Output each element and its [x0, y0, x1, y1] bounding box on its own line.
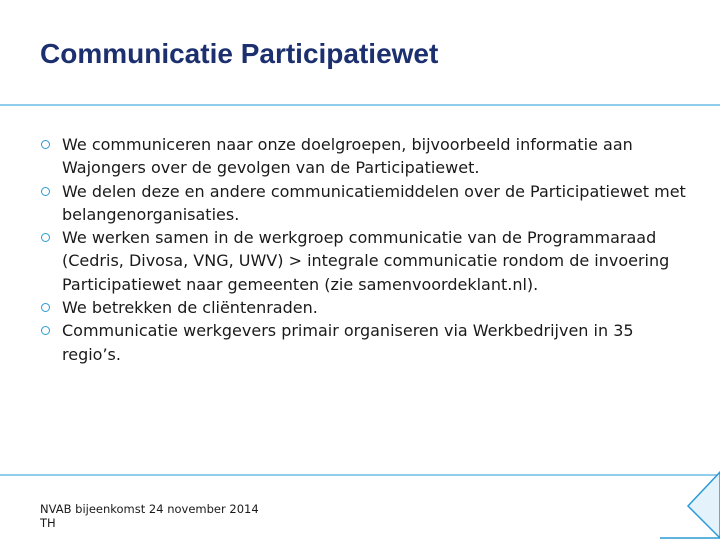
bullet-text: We werken samen in de werkgroep communicatie van de Programmaraad (Cedris, Divosa, VNG, UWV) > integrale communicatie rondom de invoering Participatiewet naar gemeenten (zie samenvoordeklant.nl). [62, 228, 670, 294]
footer-text [40, 502, 259, 530]
footer-initials: TH [40, 516, 56, 530]
bullet-item [40, 133, 690, 180]
circle-bullet-icon [41, 326, 50, 335]
bullet-text: We communiceren naar onze doelgroepen, bijvoorbeeld informatie aan Wajongers over de gevolgen van de Participatiewet. [62, 135, 633, 178]
bullet-item [40, 296, 690, 319]
bullet-text: Communicatie werkgevers primair organiseren via Werkbedrijven in 35 regio’s. [62, 321, 634, 364]
bullet-item [40, 180, 690, 227]
bullet-text: We betrekken de cliëntenraden. [62, 298, 318, 318]
circle-bullet-icon [41, 140, 50, 149]
bullet-item [40, 226, 690, 296]
footer-divider [0, 474, 720, 476]
circle-bullet-icon [41, 303, 50, 312]
corner-chevron-icon [660, 470, 720, 540]
slide-title: Communicatie Participatiewet [40, 38, 439, 69]
circle-bullet-icon [41, 187, 50, 196]
circle-bullet-icon [41, 233, 50, 242]
bullet-list [40, 133, 690, 366]
bullet-text: We delen deze en andere communicatiemiddelen over de Participatiewet met belangenorganisaties. [62, 181, 686, 224]
footer-event-line: NVAB bijeenkomst 24 november 2014 [40, 502, 259, 516]
bullet-item [40, 319, 690, 366]
title-divider [0, 104, 720, 106]
